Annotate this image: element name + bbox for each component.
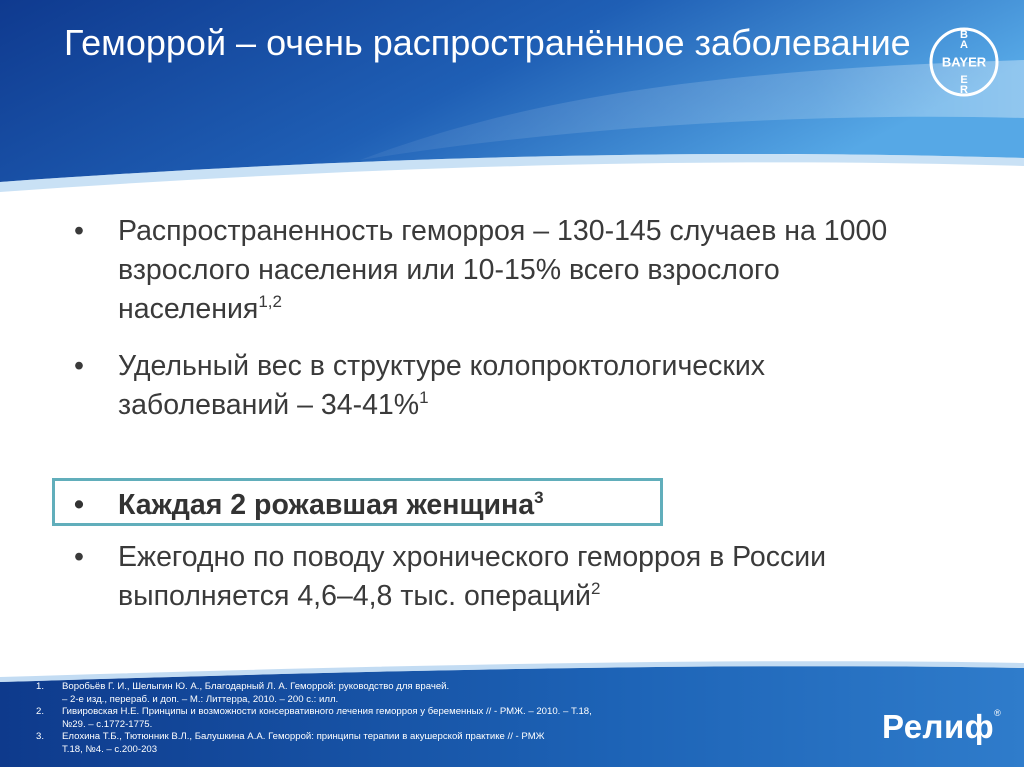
reference-line: – 2-е изд., перераб. и доп. – М.: Литтерра, 2010. – 200 с.: илл.: [62, 693, 339, 705]
bayer-logo-horizontal-text: BAYER: [941, 54, 987, 70]
bullet-marker: •: [74, 489, 84, 521]
reference-line: Елохина Т.Б., Тютюнник В.Л., Балушкина А.А. Геморрой: принципы терапии в акушерской практике // - РМЖ: [62, 731, 545, 742]
bullet-text: [118, 538, 974, 616]
bullet-line: населения: [118, 293, 259, 325]
bullet-line: заболеваний – 34-41%: [118, 389, 420, 421]
brand-name: Релиф: [882, 708, 995, 745]
reference-number: 1.: [36, 681, 45, 692]
bullet-line: Ежегодно по поводу хронического геморроя в России: [118, 541, 827, 573]
reference-item: [36, 706, 736, 731]
bullet-marker: •: [74, 215, 84, 247]
reference-line: №29. – с.1772-1775.: [62, 718, 153, 730]
bullet-line: Распространенность геморроя – 130-145 случаев на 1000: [118, 215, 888, 247]
slide-title: Геморрой – очень распространённое заболевание: [64, 22, 911, 63]
reference-line: Гивировская Н.Е. Принципы и возможности консервативного лечения геморроя у беременных // - РМЖ. – 2010. – Т.18,: [62, 706, 592, 717]
reference-item: [36, 681, 736, 706]
relief-brand-logo: [882, 708, 1001, 746]
registered-mark: ®: [994, 708, 1002, 718]
bayer-logo-letter-b: B: [960, 29, 968, 41]
reference-item: [36, 731, 736, 756]
bullet-text: [118, 212, 974, 329]
reference-line: Воробьёв Г. И., Шелыгин Ю. А., Благодарный Л. А. Геморрой: руководство для врачей.: [62, 681, 450, 692]
bullet-footnote-ref: 2: [590, 579, 601, 598]
bullet-marker: •: [74, 350, 84, 382]
bullet-line: взрослого населения или 10-15% всего взрослого: [118, 254, 780, 286]
bullet-line: выполняется 4,6–4,8 тыс. операций: [118, 580, 591, 612]
bullet-marker: •: [74, 541, 84, 573]
reference-line: Т.18, №4. – с.200-203: [62, 743, 158, 755]
bullet-text: [118, 486, 974, 525]
bullet-footnote-ref: 1: [419, 388, 429, 407]
bayer-cross-logo: [928, 26, 1000, 98]
reference-number: 3.: [36, 731, 45, 742]
bullet-text: [118, 347, 974, 425]
bullet-line: Каждая 2 рожавшая женщина: [118, 489, 535, 521]
bullet-line: Удельный вес в структуре колопроктологических: [118, 350, 766, 382]
bayer-logo-letter-a: A: [960, 39, 968, 51]
bullet-footnote-ref: 3: [534, 488, 544, 507]
bullet-footnote-ref: 1,2: [258, 292, 282, 311]
bayer-logo-letter-r: R: [960, 84, 968, 96]
bayer-logo-letter-e: E: [960, 74, 968, 86]
references-list: [36, 681, 736, 756]
reference-number: 2.: [36, 706, 45, 717]
